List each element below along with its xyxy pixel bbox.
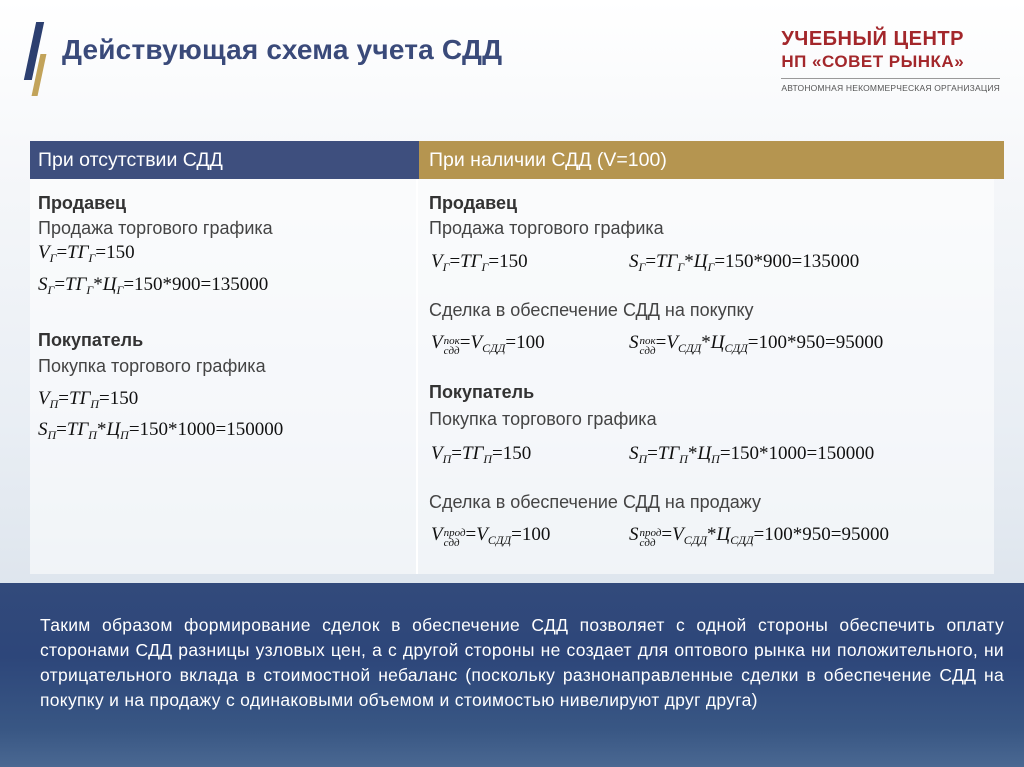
page-title: Действующая схема учета СДД (62, 34, 503, 65)
logo-line3: АВТОНОМНАЯ НЕКОММЕРЧЕСКАЯ ОРГАНИЗАЦИЯ (781, 83, 1000, 93)
right-formula-v-deal-buy: V пок сдд $=V_{СДД}=100$ (431, 332, 545, 357)
comparison-table (30, 141, 994, 574)
right-formula-s-deal-sell: S прод сдд $=V_{СДД}*Ц_{СДД}=100*950=95000$ (629, 524, 889, 549)
column-divider (416, 179, 418, 574)
left-buyer-title: Покупатель (38, 330, 144, 350)
right-column-header: При наличии СДД (V=100) (419, 141, 1004, 179)
left-formula-s-seller: $S_Г=ТГ_Г*Ц_Г=150*900=135000$ (38, 274, 269, 297)
right-deal-buy-label: Сделка в обеспечение СДД на покупку (429, 300, 754, 320)
left-buyer-subtitle: Покупка торгового графика (38, 356, 266, 376)
logo-rule (781, 78, 1000, 79)
logo-line2: НП «СОВЕТ РЫНКА» (781, 52, 965, 71)
right-buyer-subtitle: Покупка торгового графика (429, 409, 657, 429)
logo (781, 28, 1000, 93)
left-formula-v-buyer: $V_П=ТГ_П=150$ (38, 388, 139, 411)
right-formula-s-seller: $S_Г=ТГ_Г*Ц_Г=150*900=135000$ (629, 251, 860, 274)
right-seller-title: Продавец (429, 193, 518, 213)
footer-text: Таким образом формирование сделок в обеспечение СДД позволяет с одной стороны обеспечить оплату сторонами СДД разницы узловых цен, а с другой стороны не создает для оптового рынка ни положительного, ни отрицательного вклада в стоимостной небаланс (поскольку разнонаправленные сделки в обеспечение СДД на покупку и на продажу с одинаковыми объемом и стоимостью нивелируют друг друга) (40, 615, 1004, 710)
left-seller-title: Продавец (38, 193, 127, 213)
right-formula-v-buyer: $V_П=ТГ_П=150$ (431, 443, 532, 466)
left-formula-v-seller: $V_Г=ТГ_Г=150$ (38, 242, 135, 265)
right-deal-sell-label: Сделка в обеспечение СДД на продажу (429, 492, 762, 512)
right-seller-subtitle: Продажа торгового графика (429, 218, 664, 238)
right-buyer-title: Покупатель (429, 382, 535, 402)
left-formula-s-buyer: $S_П=ТГ_П*Ц_П=150*1000=150000$ (38, 419, 284, 442)
right-formula-s-deal-buy: S пок сдд $=V_{СДД}*Ц_{СДД}=100*950=95000$ (629, 332, 884, 357)
left-column-header: При отсутствии СДД (30, 141, 424, 179)
left-seller-subtitle: Продажа торгового графика (38, 218, 273, 238)
footer-panel (0, 583, 1024, 767)
right-formula-v-deal-sell: V прод сдд $=V_{СДД}=100$ (431, 524, 551, 549)
right-formula-v-seller: $V_Г=ТГ_Г=150$ (431, 251, 528, 274)
logo-line1: УЧЕБНЫЙ ЦЕНТР (781, 28, 964, 50)
right-formula-s-buyer: $S_П=ТГ_П*Ц_П=150*1000=150000$ (629, 443, 875, 466)
